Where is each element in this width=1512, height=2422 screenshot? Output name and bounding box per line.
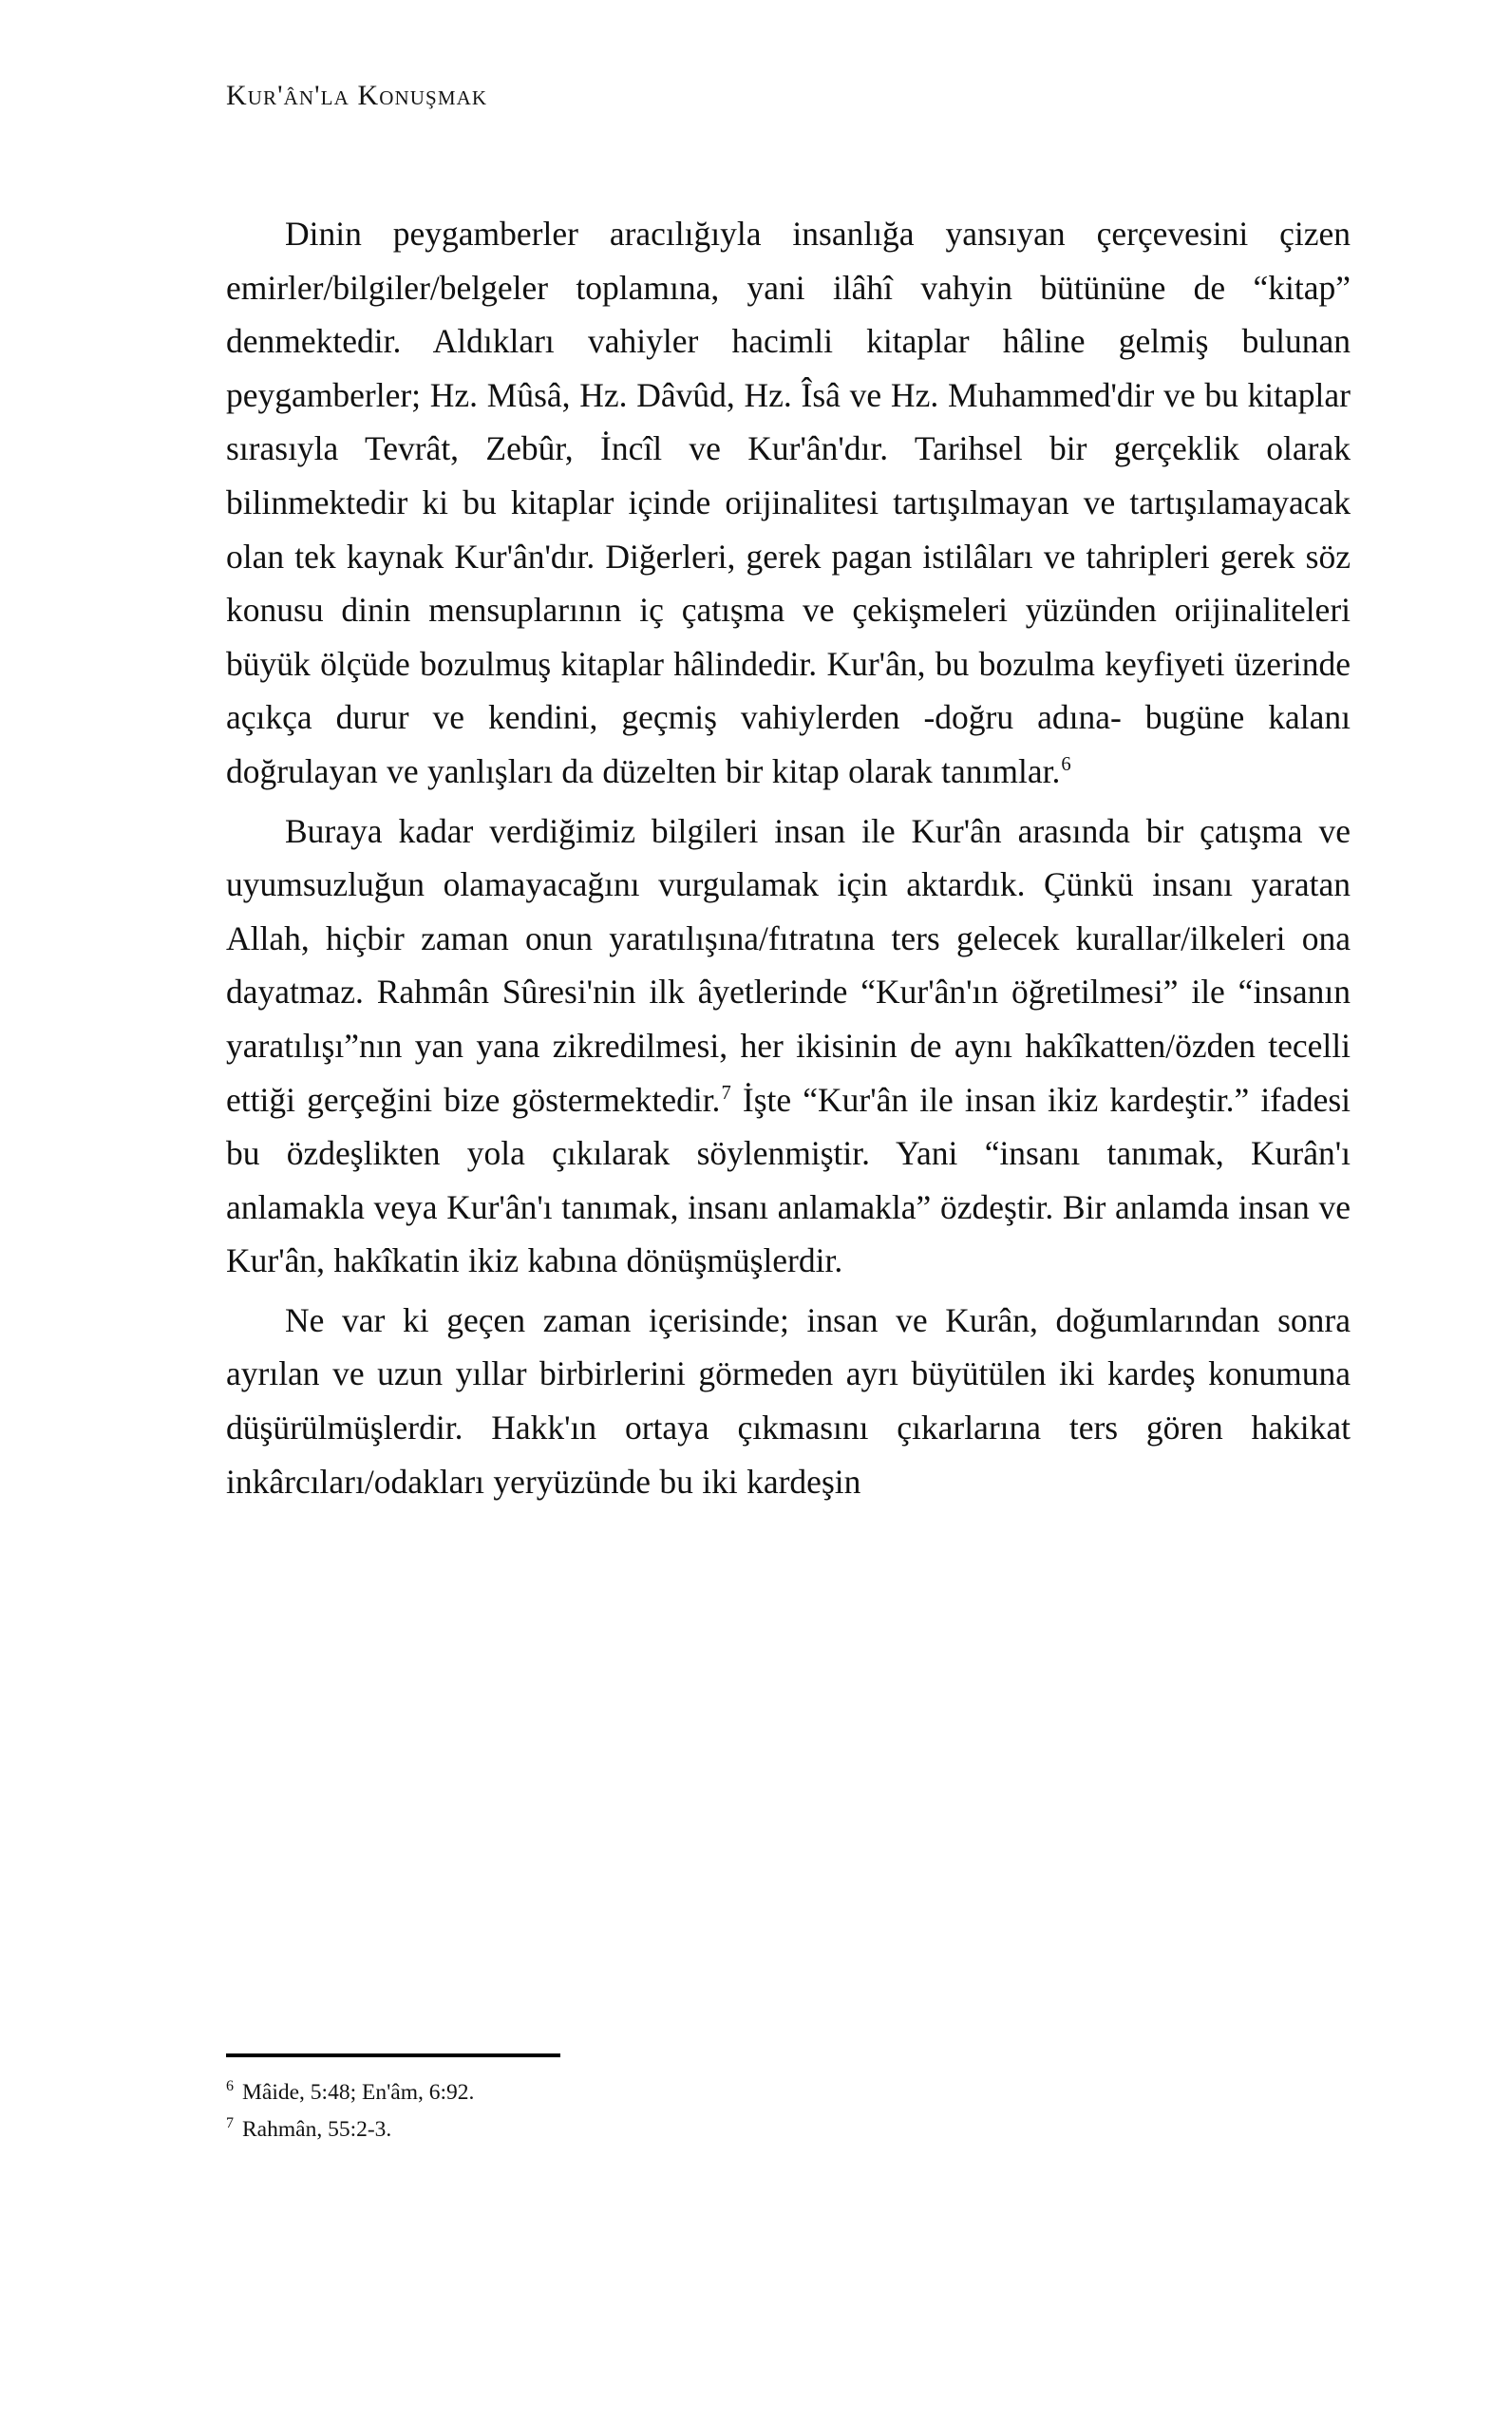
footnote-number: 6 xyxy=(226,2078,234,2095)
paragraph-3 xyxy=(226,1294,1351,1508)
footnote-item xyxy=(226,2074,1351,2111)
paragraph-2 xyxy=(226,804,1351,1288)
footnote-separator-rule xyxy=(226,2053,560,2057)
body-text-column xyxy=(226,207,1351,1508)
paragraph-2-text-before-reference: Buraya kadar verdiğimiz bilgileri insan ile Kur'ân arasında bir çatışma ve uyumsuzluğun olamayacağını vurgulamak için aktardık. Çünkü insanı yaratan Allah, hiçbir zaman onun yaratılışına/fıtratına ters gelecek kurallar/ilkeleri ona dayatmaz. Rahmân Sûresi'nin ilk âyetlerinde “Kur'ân'ın öğretilmesi” ile “insanın yaratılışı”nın yan yana zikredilmesi, her ikisinin de aynı hakîkatten/özden tecelli ettiği gerçeğini bize göstermektedir. xyxy=(226,811,1351,1119)
paragraph-1-text: Dinin peygamberler aracılığıyla insanlığa yansıyan çerçevesini çizen emirler/bilgiler/belgeler toplamına, yani ilâhî vahyin bütününe de “kitap” denmektedir. Aldıkları vahiyler hacimli kitaplar hâline gelmiş bulunan peygamberler; Hz. Mûsâ, Hz. Dâvûd, Hz. Îsâ ve Hz. Muhammed'dir ve bu kitaplar sırasıyla Tevrât, Zebûr, İncîl ve Kur'ân'dır. Tarihsel bir gerçeklik olarak bilinmektedir ki bu kitaplar içinde orijinalitesi tartışılmayan ve tartışılamayacak olan tek kaynak Kur'ân'dır. Diğerleri, gerek pagan istilâları ve tahripleri gerek söz konusu dinin mensuplarının iç çatışma ve çekişmeleri yüzünden orijinaliteleri büyük ölçüde bozulmuş kitaplar hâlindedir. Kur'ân, bu bozulma keyfiyeti üzerinde açıkça durur ve kendini, geçmiş vahiylerden -doğru adına- bugüne kalanı doğrulayan ve yanlışları da düzelten bir kitap olarak tanımlar. xyxy=(226,215,1351,790)
footnote-text: Mâide, 5:48; En'âm, 6:92. xyxy=(242,2080,475,2105)
running-header: Kur'ân'la Konuşmak xyxy=(226,80,488,111)
footnote-text: Rahmân, 55:2-3. xyxy=(242,2117,392,2142)
paragraph-1 xyxy=(226,207,1351,799)
paragraph-2-text-after-reference: İşte “Kur'ân ile insan ikiz kardeştir.” ifadesi bu özdeşlikten yola çıkılarak söylenmiştir. Yani “insanı tanımak, Kurân'ı anlamakla veya Kur'ân'ı tanımak, insanı anlamakla” özdeştir. Bir anlamda insan ve Kur'ân, hakîkatin ikiz kabına dönüşmüşlerdir. xyxy=(226,1080,1351,1280)
footnote-reference-6[interactable]: 6 xyxy=(1061,754,1071,776)
footnote-item xyxy=(226,2111,1351,2148)
footnote-area xyxy=(226,2053,1351,2148)
paragraph-3-text: Ne var ki geçen zaman içerisinde; insan ve Kurân, doğumlarından sonra ayrılan ve uzun yıllar birbirlerini görmeden ayrı büyütülen iki kardeş konumuna düşürülmüşlerdir. Hakk'ın ortaya çıkmasını çıkarlarına ters gören hakikat inkârcıları/odakları yeryüzünde bu iki kardeşin xyxy=(226,1300,1351,1501)
footnote-number: 7 xyxy=(226,2115,234,2132)
footnote-reference-7[interactable]: 7 xyxy=(721,1082,731,1104)
